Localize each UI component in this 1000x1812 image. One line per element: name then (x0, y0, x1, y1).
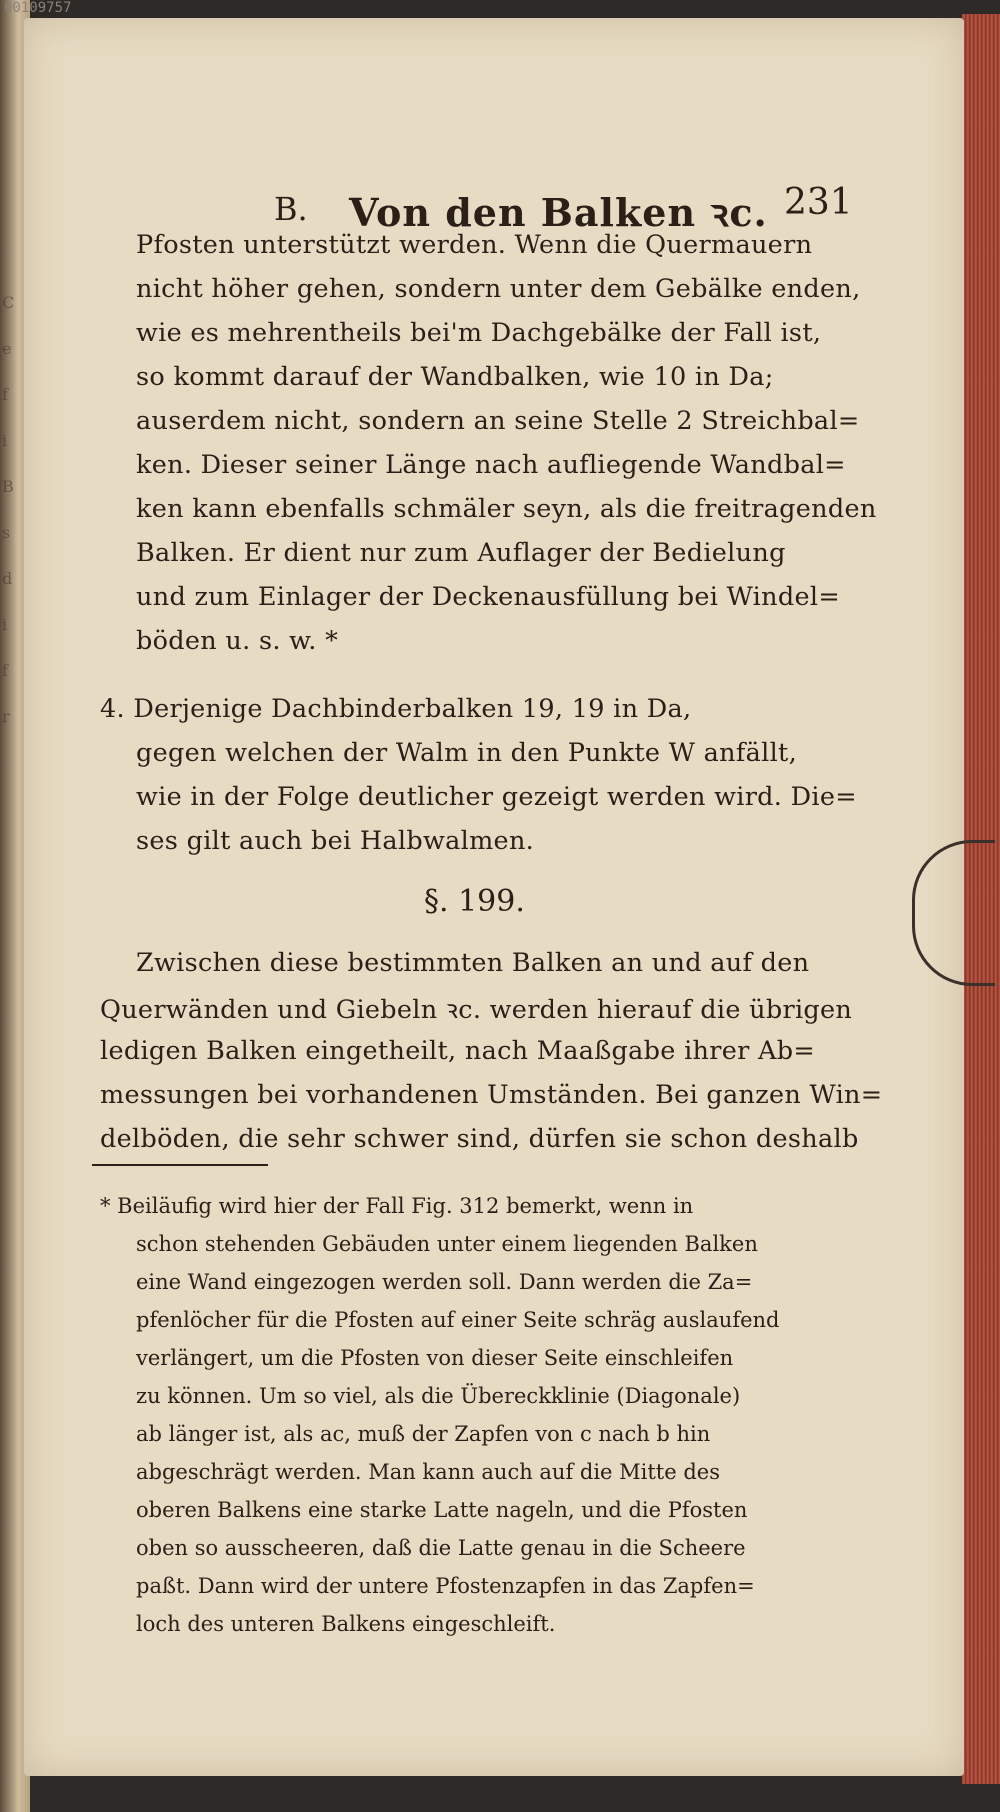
body-line: Pfosten unterstützt werden. Wenn die Quermauern (136, 230, 813, 260)
item-4-line: 4. Derjenige Dachbinderbalken 19, 19 in Da, (100, 694, 692, 724)
item-4-line: gegen welchen der Walm in den Punkte W anfällt, (136, 738, 797, 768)
section-line: Querwänden und Giebeln ꝛc. werden hierauf die übrigen (100, 995, 853, 1025)
footnote-line: zu können. Um so viel, als die Übereckklinie (Diagonale) (136, 1384, 741, 1408)
footnote-line: abgeschrägt werden. Man kann auch auf die Mitte des (136, 1460, 721, 1484)
body-line: wie es mehrentheils bei'm Dachgebälke der Fall ist, (136, 318, 822, 348)
section-heading: §. 199. (424, 884, 525, 919)
footnote-line: * Beiläufig wird hier der Fall Fig. 312 bemerkt, wenn in (100, 1194, 694, 1218)
body-line: und zum Einlager der Deckenausfüllung bei Windel= (136, 582, 840, 612)
body-line: ken kann ebenfalls schmäler seyn, als die freitragenden (136, 494, 877, 524)
footnote-line: schon stehenden Gebäuden unter einem liegenden Balken (136, 1232, 758, 1256)
running-title: Von den Balken ꝛc. (349, 190, 768, 235)
library-id: 00109757 (4, 0, 72, 16)
section-line: delböden, die sehr schwer sind, dürfen sie schon deshalb (100, 1124, 859, 1154)
page-number: 231 (784, 182, 853, 223)
item-4-line: wie in der Folge deutlicher gezeigt werden wird. Die= (136, 782, 857, 812)
item-4-line: ses gilt auch bei Halbwalmen. (136, 826, 535, 856)
footnote-line: paßt. Dann wird der untere Pfostenzapfen in das Zapfen= (136, 1574, 755, 1598)
footnote-line: ab länger ist, als ac, muß der Zapfen von c nach b hin (136, 1422, 711, 1446)
body-line: so kommt darauf der Wandbalken, wie 10 in Da; (136, 362, 774, 392)
body-line: böden u. s. w. * (136, 626, 339, 656)
footnote-line: verlängert, um die Pfosten von dieser Seite einschleifen (136, 1346, 734, 1370)
signature-mark: B. (274, 190, 308, 228)
page-header (274, 178, 854, 238)
footnote-rule (92, 1164, 268, 1166)
footnote-line: oberen Balkens eine starke Latte nageln, und die Pfosten (136, 1498, 748, 1522)
footnote-line: pfenlöcher für die Pfosten auf einer Seite schräg auslaufend (136, 1308, 780, 1332)
section-line: messungen bei vorhandenen Umständen. Bei ganzen Win= (100, 1080, 883, 1110)
page (24, 18, 964, 1776)
footnote-line: oben so ausscheeren, daß die Latte genau in die Scheere (136, 1536, 746, 1560)
body-line: ken. Dieser seiner Länge nach aufliegende Wandbal= (136, 450, 846, 480)
body-line: nicht höher gehen, sondern unter dem Gebälke enden, (136, 274, 861, 304)
body-line: Balken. Er dient nur zum Auflager der Bedielung (136, 538, 786, 568)
footnote-line: loch des unteren Balkens eingeschleift. (136, 1612, 556, 1636)
facing-page-fragment: C e f i B s d i f r (2, 293, 15, 726)
body-line: auserdem nicht, sondern an seine Stelle 2 Streichbal= (136, 406, 860, 436)
section-line: Zwischen diese bestimmten Balken an und auf den (136, 948, 810, 978)
section-line: ledigen Balken eingetheilt, nach Maaßgabe ihrer Ab= (100, 1036, 816, 1066)
footnote-line: eine Wand eingezogen werden soll. Dann werden die Za= (136, 1270, 753, 1294)
